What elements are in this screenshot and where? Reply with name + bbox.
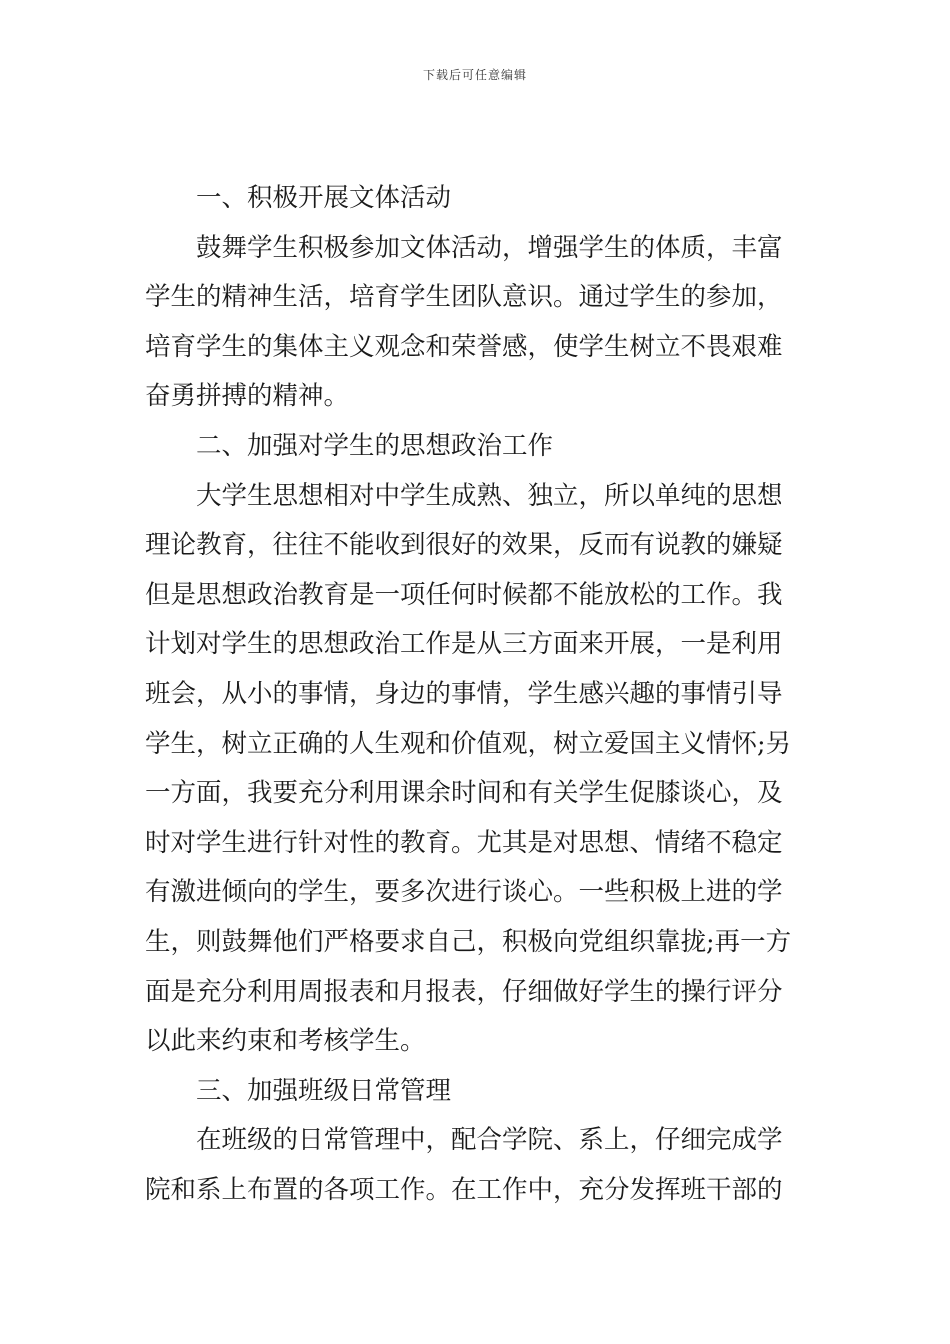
paragraph-line: 以此来约束和考核学生。 xyxy=(145,1026,426,1057)
header-note: 下载后可任意编辑 xyxy=(422,68,527,82)
paragraph-line: 但是思想政治教育是一项任何时候都不能放松的工作。我 xyxy=(145,579,783,610)
paragraph-line: 奋勇拼搏的精神。 xyxy=(145,381,350,412)
section-heading-1: 一、积极开展文体活动 xyxy=(196,183,452,213)
paragraph-line: 班会，从小的事情，身边的事情，学生感兴趣的事情引导 xyxy=(145,678,783,709)
paragraph-line: 时对学生进行针对性的教育。尤其是对思想、情绪不稳定 xyxy=(145,827,783,858)
paragraph-line: 计划对学生的思想政治工作是从三方面来开展，一是利用 xyxy=(145,629,783,660)
paragraph-line: 大学生思想相对中学生成熟、独立，所以单纯的思想 xyxy=(196,480,783,511)
paragraph-line: 在班级的日常管理中，配合学院、系上，仔细完成学 xyxy=(196,1125,783,1156)
section-heading-2: 二、加强对学生的思想政治工作 xyxy=(196,430,554,461)
paragraph-line: 院和系上布置的各项工作。在工作中，充分发挥班干部的 xyxy=(145,1174,783,1205)
paragraph-line: 面是充分利用周报表和月报表，仔细做好学生的操行评分 xyxy=(145,976,783,1007)
document-body xyxy=(145,174,807,1215)
paragraph-line: 鼓舞学生积极参加文体活动，增强学生的体质，丰富 xyxy=(196,232,783,263)
paragraph-line: 有激进倾向的学生，要多次进行谈心。一些积极上进的学 xyxy=(145,877,783,908)
section-heading-3: 三、加强班级日常管理 xyxy=(196,1075,452,1106)
paragraph-line: 学生的精神生活，培育学生团队意识。通过学生的参加， xyxy=(145,282,783,313)
paragraph-line: 学生，树立正确的人生观和价值观，树立爱国主义情怀;另 xyxy=(145,728,792,759)
paragraph-line: 一方面，我要充分利用课余时间和有关学生促膝谈心，及 xyxy=(145,778,783,809)
paragraph-line: 生，则鼓舞他们严格要求自己，积极向党组织靠拢;再一方 xyxy=(145,926,792,957)
paragraph-line: 培育学生的集体主义观念和荣誉感，使学生树立不畏艰难 xyxy=(145,331,783,362)
paragraph-line: 理论教育，往往不能收到很好的效果，反而有说教的嫌疑 xyxy=(145,530,783,561)
